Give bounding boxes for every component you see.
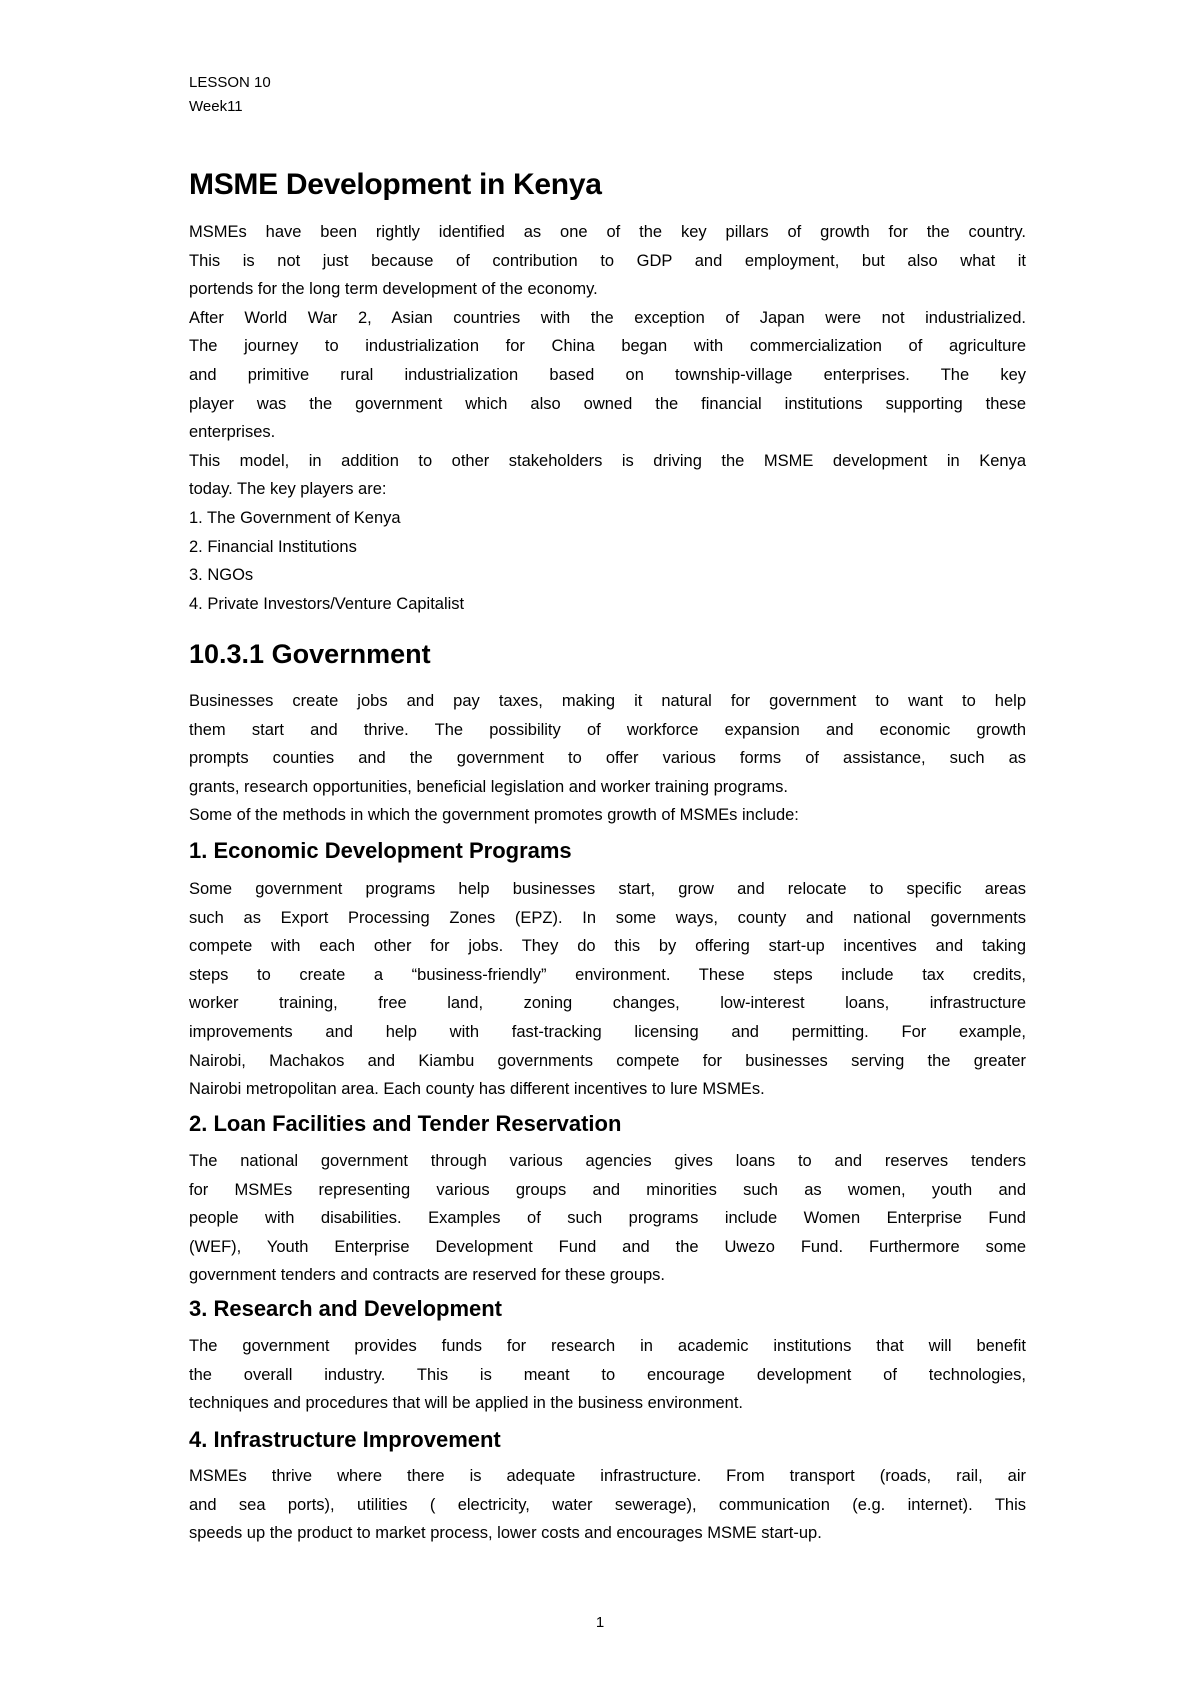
text-line: 1. The Government of Kenya	[189, 508, 401, 527]
text-line: and primitive rural industrialization based on township-village enterprises. The key	[189, 365, 1026, 384]
text-line: This is not just because of contribution to GDP and employment, but also what it	[189, 251, 1026, 270]
text-line: worker training, free land, zoning changes, low-interest loans, infrastructure	[189, 994, 1026, 1013]
text-line: techniques and procedures that will be applied in the business environment.	[189, 1394, 744, 1413]
text-line: Nairobi metropolitan area. Each county has different incentives to lure MSMEs.	[189, 1080, 765, 1099]
paragraph	[189, 533, 1026, 562]
text-line: today. The key players are:	[189, 480, 387, 499]
loan-facilities-section	[189, 1147, 1026, 1290]
paragraph	[189, 875, 1026, 1104]
section-heading-government: 10.3.1 Government	[189, 639, 431, 669]
text-line: compete with each other for jobs. They do this by offering start-up incentives and taking	[189, 937, 1026, 956]
text-line: such as Export Processing Zones (EPZ). In some ways, county and national governments	[189, 908, 1026, 927]
text-line: the overall industry. This is meant to encourage development of technologies,	[189, 1365, 1026, 1384]
text-line: The journey to industrialization for China began with commercialization of agriculture	[189, 337, 1026, 356]
paragraph	[189, 801, 1026, 830]
text-line: portends for the long term development of the economy.	[189, 280, 598, 299]
economic-development-section	[189, 875, 1026, 1104]
infrastructure-section	[189, 1462, 1026, 1548]
paragraph	[189, 218, 1026, 304]
text-line: MSMEs have been rightly identified as one of the key pillars of growth for the country.	[189, 223, 1026, 241]
text-line: grants, research opportunities, beneficial legislation and worker training programs.	[189, 777, 788, 796]
text-line: 3. NGOs	[189, 566, 254, 585]
week-label: Week11	[189, 98, 243, 115]
page-number: 1	[595, 1614, 605, 1631]
text-line: Some of the methods in which the government promotes growth of MSMEs include:	[189, 806, 799, 825]
research-section	[189, 1332, 1026, 1418]
paragraph	[189, 1332, 1026, 1418]
government-section	[189, 687, 1026, 830]
text-line: them start and thrive. The possibility of workforce expansion and economic growth	[189, 720, 1026, 739]
paragraph	[189, 304, 1026, 447]
paragraph	[189, 447, 1026, 504]
text-line: Nairobi, Machakos and Kiambu governments compete for businesses serving the greater	[189, 1051, 1026, 1070]
text-line: The national government through various agencies gives loans to and reserves tenders	[189, 1152, 1026, 1170]
subheading-loan-facilities: 2. Loan Facilities and Tender Reservation	[189, 1111, 622, 1136]
text-line: player was the government which also owned the financial institutions supporting these	[189, 394, 1026, 413]
text-line: for MSMEs representing various groups and minorities such as women, youth and	[189, 1180, 1026, 1199]
text-line: MSMEs thrive where there is adequate infrastructure. From transport (roads, rail, air	[189, 1467, 1026, 1485]
text-line: steps to create a “business-friendly” environment. These steps include tax credits,	[189, 965, 1026, 984]
text-line: and sea ports), utilities ( electricity, water sewerage), communication (e.g. internet). This	[189, 1495, 1026, 1514]
text-line: people with disabilities. Examples of such programs include Women Enterprise Fund	[189, 1209, 1026, 1228]
text-line: After World War 2, Asian countries with the exception of Japan were not industrialized.	[189, 308, 1026, 327]
text-line: (WEF), Youth Enterprise Development Fund and the Uwezo Fund. Furthermore some	[189, 1237, 1026, 1256]
lesson-label: LESSON 10	[189, 74, 271, 91]
subheading-infrastructure: 4. Infrastructure Improvement	[189, 1427, 501, 1452]
text-line: This model, in addition to other stakeholders is driving the MSME development in Kenya	[189, 451, 1026, 470]
paragraph	[189, 504, 1026, 533]
paragraph	[189, 561, 1026, 590]
subheading-research: 3. Research and Development	[189, 1296, 503, 1321]
subheading-economic-development: 1. Economic Development Programs	[189, 838, 572, 863]
text-line: The government provides funds for research in academic institutions that will benefit	[189, 1337, 1026, 1355]
text-line: enterprises.	[189, 423, 276, 442]
text-line: prompts counties and the government to offer various forms of assistance, such as	[189, 749, 1026, 768]
text-line: Businesses create jobs and pay taxes, making it natural for government to want to help	[189, 692, 1026, 710]
text-line: government tenders and contracts are reserved for these groups.	[189, 1266, 666, 1285]
paragraph	[189, 1462, 1026, 1548]
page-title: MSME Development in Kenya	[189, 168, 602, 201]
paragraph	[189, 687, 1026, 801]
text-line: improvements and help with fast-tracking licensing and permitting. For example,	[189, 1022, 1026, 1041]
text-line: 4. Private Investors/Venture Capitalist	[189, 594, 465, 613]
intro-section	[189, 218, 1026, 618]
paragraph	[189, 1147, 1026, 1290]
text-line: Some government programs help businesses start, grow and relocate to specific areas	[189, 880, 1026, 898]
paragraph	[189, 590, 1026, 619]
text-line: speeds up the product to market process, lower costs and encourages MSME start-up.	[189, 1524, 822, 1543]
text-line: 2. Financial Institutions	[189, 537, 357, 556]
